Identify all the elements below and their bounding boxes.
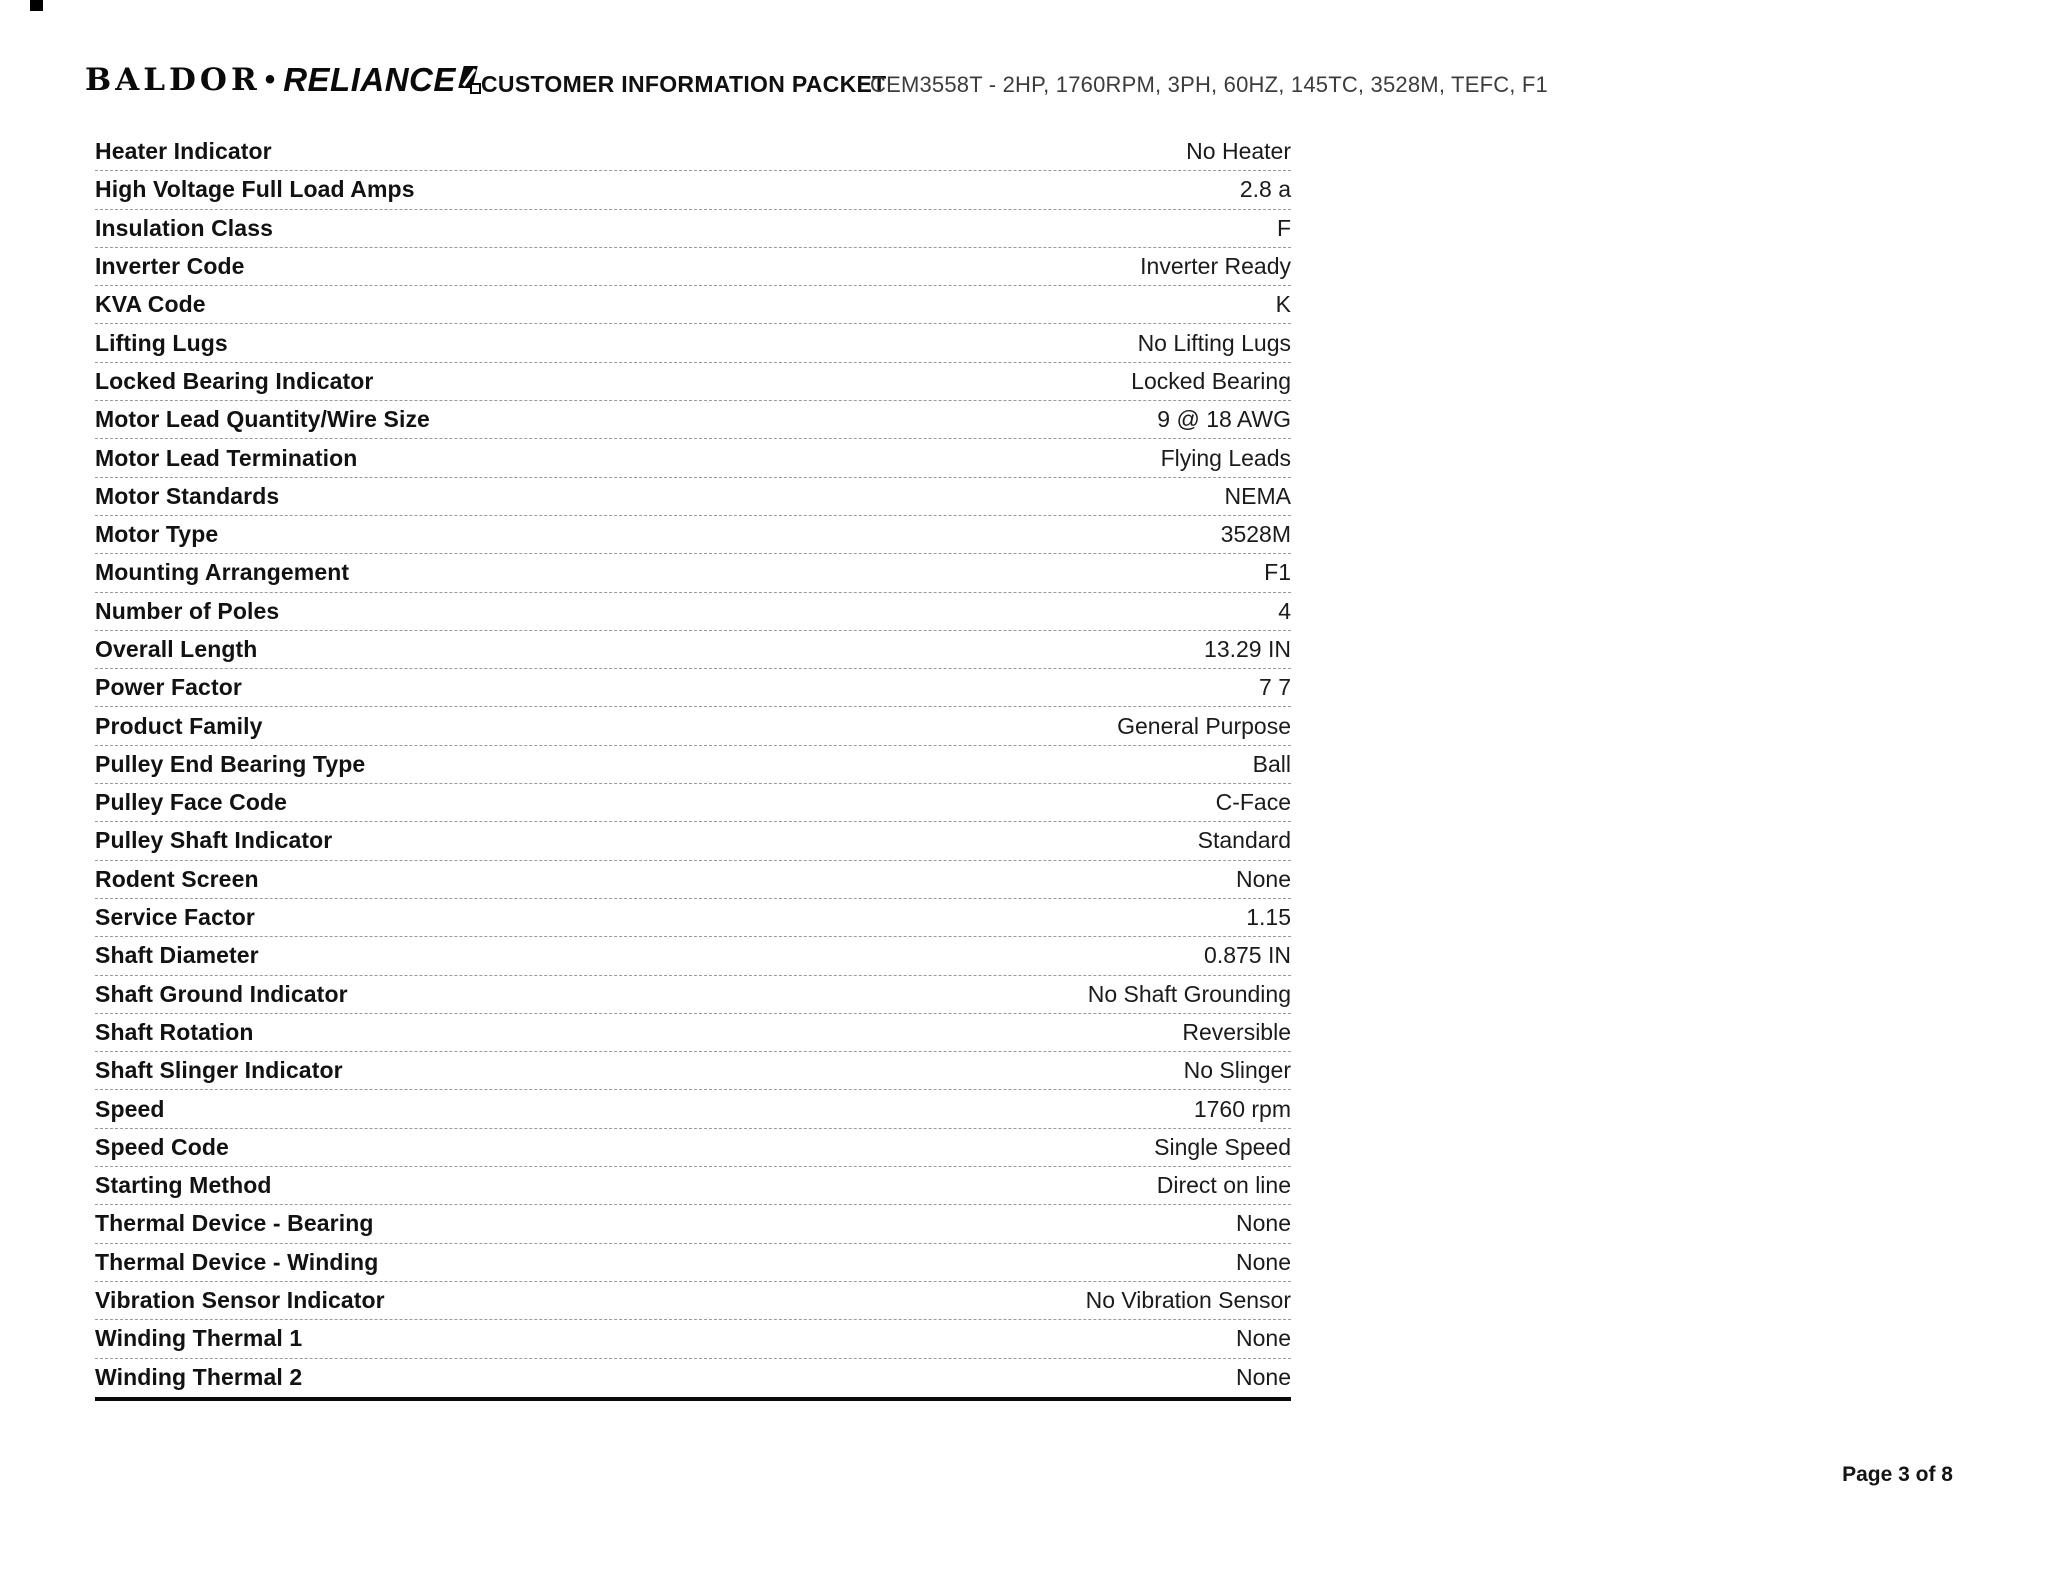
spec-row bbox=[95, 401, 1291, 439]
spec-label: High Voltage Full Load Amps bbox=[95, 176, 415, 203]
spec-row bbox=[95, 363, 1291, 401]
spec-label: Winding Thermal 2 bbox=[95, 1364, 303, 1391]
spec-value: Direct on line bbox=[1156, 1172, 1291, 1199]
spec-table-body bbox=[95, 133, 1291, 1397]
logo-baldor-text: BALDOR bbox=[85, 62, 261, 98]
spec-row bbox=[95, 669, 1291, 707]
spec-label: Motor Lead Quantity/Wire Size bbox=[95, 406, 430, 433]
spec-label: Speed Code bbox=[95, 1133, 229, 1160]
spec-label: Thermal Device - Winding bbox=[95, 1248, 379, 1275]
spec-value: No Heater bbox=[1186, 138, 1291, 165]
spec-row bbox=[95, 1282, 1291, 1320]
spec-row bbox=[95, 1052, 1291, 1090]
spec-value: K bbox=[1275, 291, 1291, 318]
spec-label: Thermal Device - Bearing bbox=[95, 1210, 374, 1237]
spec-value: General Purpose bbox=[1117, 712, 1291, 739]
spec-value: No Vibration Sensor bbox=[1085, 1287, 1291, 1314]
spec-row bbox=[95, 286, 1291, 324]
spec-value: Standard bbox=[1197, 827, 1291, 854]
spec-value: None bbox=[1236, 1325, 1291, 1352]
spec-value: 4 bbox=[1278, 597, 1291, 624]
spec-value: Single Speed bbox=[1154, 1133, 1291, 1160]
spec-value: Locked Bearing bbox=[1131, 367, 1291, 394]
spec-row bbox=[95, 707, 1291, 745]
spec-row bbox=[95, 171, 1291, 209]
spec-value: None bbox=[1236, 1364, 1291, 1391]
spec-row bbox=[95, 1129, 1291, 1167]
spec-row bbox=[95, 937, 1291, 975]
document-title: CUSTOMER INFORMATION PACKET bbox=[481, 71, 887, 97]
spec-label: Shaft Rotation bbox=[95, 1018, 254, 1045]
logo-dot-separator: • bbox=[264, 63, 276, 96]
spec-label: Insulation Class bbox=[95, 214, 273, 241]
spec-label: Pulley Face Code bbox=[95, 789, 288, 816]
spec-label: Heater Indicator bbox=[95, 138, 272, 165]
spec-row bbox=[95, 1205, 1291, 1243]
spec-row bbox=[95, 1244, 1291, 1282]
page-header bbox=[0, 0, 2048, 110]
spec-value: Inverter Ready bbox=[1140, 253, 1291, 280]
spec-value: F1 bbox=[1264, 559, 1291, 586]
spec-value: 3528M bbox=[1220, 521, 1291, 548]
spec-value: 7 7 bbox=[1259, 674, 1291, 701]
spec-row bbox=[95, 746, 1291, 784]
spec-row bbox=[95, 976, 1291, 1014]
spec-value: 13.29 IN bbox=[1204, 636, 1291, 662]
spec-value: No Slinger bbox=[1183, 1057, 1291, 1084]
spec-row bbox=[95, 822, 1291, 860]
spec-row bbox=[95, 1090, 1291, 1128]
spec-value: NEMA bbox=[1224, 482, 1291, 509]
spec-row bbox=[95, 593, 1291, 631]
logo-reliance-text: RELIANCE bbox=[283, 61, 456, 98]
spec-value: 2.8 a bbox=[1239, 176, 1291, 203]
spec-value: 0.875 IN bbox=[1204, 942, 1291, 969]
spec-label: Inverter Code bbox=[95, 253, 245, 280]
spec-value: None bbox=[1236, 1210, 1291, 1237]
spec-value: 1760 rpm bbox=[1193, 1095, 1291, 1122]
spec-row bbox=[95, 516, 1291, 554]
spec-row bbox=[95, 478, 1291, 516]
spec-label: Shaft Ground Indicator bbox=[95, 980, 348, 1007]
spec-label: Motor Standards bbox=[95, 482, 280, 509]
spec-value: 9 @ 18 AWG bbox=[1157, 406, 1291, 433]
spec-label: Pulley Shaft Indicator bbox=[95, 827, 333, 854]
spec-row bbox=[95, 631, 1291, 669]
spec-label: Motor Lead Termination bbox=[95, 444, 358, 471]
spec-value: None bbox=[1236, 1248, 1291, 1275]
spec-label: Speed bbox=[95, 1095, 165, 1122]
spec-value: No Shaft Grounding bbox=[1087, 980, 1291, 1007]
spec-row bbox=[95, 1320, 1291, 1358]
logo-flag-icon bbox=[459, 66, 481, 94]
spec-row bbox=[95, 899, 1291, 937]
spec-label: Locked Bearing Indicator bbox=[95, 367, 374, 394]
spec-label: Product Family bbox=[95, 712, 263, 739]
spec-label: Pulley End Bearing Type bbox=[95, 750, 366, 777]
spec-value: F bbox=[1276, 214, 1291, 241]
spec-row bbox=[95, 439, 1291, 477]
spec-label: Overall Length bbox=[95, 636, 258, 662]
spec-label: Rodent Screen bbox=[95, 865, 259, 892]
spec-value: Flying Leads bbox=[1160, 444, 1291, 471]
spec-label: Lifting Lugs bbox=[95, 329, 228, 356]
spec-label: Motor Type bbox=[95, 521, 219, 548]
spec-label: Power Factor bbox=[95, 674, 242, 701]
spec-row bbox=[95, 784, 1291, 822]
spec-value: C-Face bbox=[1215, 789, 1291, 816]
spec-label: Winding Thermal 1 bbox=[95, 1325, 303, 1352]
spec-value: Reversible bbox=[1182, 1018, 1291, 1045]
spec-table bbox=[95, 133, 1291, 1401]
spec-row bbox=[95, 1359, 1291, 1397]
spec-label: Mounting Arrangement bbox=[95, 559, 350, 586]
spec-row bbox=[95, 554, 1291, 592]
page-number-label: Page 3 of 8 bbox=[1842, 1463, 1953, 1486]
spec-label: Service Factor bbox=[95, 904, 255, 931]
spec-label: Shaft Slinger Indicator bbox=[95, 1057, 343, 1084]
spec-value: 1.15 bbox=[1246, 904, 1291, 931]
spec-row bbox=[95, 248, 1291, 286]
spec-value: Ball bbox=[1252, 750, 1291, 777]
spec-label: Number of Poles bbox=[95, 597, 280, 624]
spec-label: Shaft Diameter bbox=[95, 942, 259, 969]
spec-value: No Lifting Lugs bbox=[1137, 329, 1291, 356]
baldor-reliance-logo bbox=[85, 60, 481, 100]
spec-row bbox=[95, 324, 1291, 362]
spec-row bbox=[95, 1014, 1291, 1052]
spec-row bbox=[95, 861, 1291, 899]
logo-flag-box bbox=[470, 83, 481, 94]
spec-row bbox=[95, 133, 1291, 171]
spec-label: KVA Code bbox=[95, 291, 206, 318]
motor-model-summary: CEM3558T - 2HP, 1760RPM, 3PH, 60HZ, 145TC, 3528M, TEFC, F1 bbox=[870, 72, 1548, 97]
spec-label: Vibration Sensor Indicator bbox=[95, 1287, 385, 1314]
spec-value: None bbox=[1236, 865, 1291, 892]
spec-row bbox=[95, 1167, 1291, 1205]
spec-label: Starting Method bbox=[95, 1172, 272, 1199]
spec-row bbox=[95, 210, 1291, 248]
